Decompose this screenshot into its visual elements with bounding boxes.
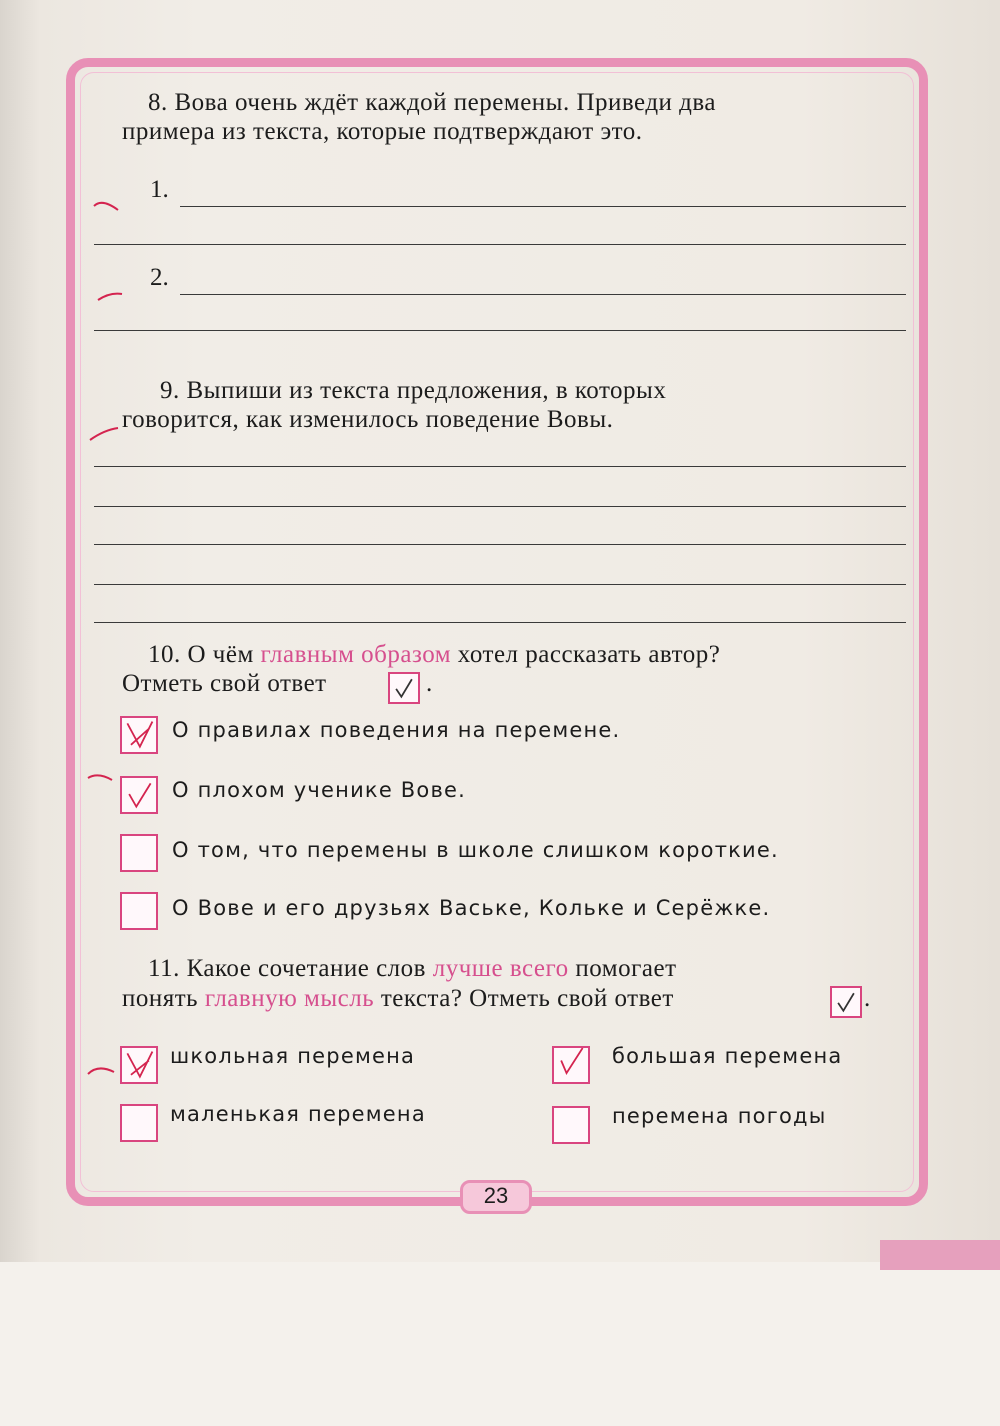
q11-option-1-checkbox[interactable] bbox=[120, 1046, 158, 1084]
q10-legend-checkbox bbox=[388, 672, 420, 704]
page-bottom-edge bbox=[0, 1262, 1000, 1426]
q10-text-rest: хотел рассказать автор? bbox=[457, 641, 721, 668]
q11-text-line2-start: понять bbox=[122, 985, 199, 1012]
q11-option-2-label: большая перемена bbox=[612, 1044, 843, 1068]
q10-text-line2-end: . bbox=[426, 670, 433, 697]
pen-check-icon bbox=[122, 778, 156, 812]
margin-pen-mark bbox=[86, 772, 116, 786]
q10-option-3-checkbox[interactable] bbox=[120, 834, 158, 872]
pen-check-icon bbox=[554, 1048, 588, 1082]
margin-pen-mark bbox=[88, 424, 122, 446]
q10-option-2-checkbox[interactable] bbox=[120, 776, 158, 814]
q8-answer-1-number: 1. bbox=[150, 176, 169, 203]
q11-option-2-checkbox[interactable] bbox=[552, 1046, 590, 1084]
q11-text-rest: помогает bbox=[575, 955, 677, 982]
page-number: 23 bbox=[483, 1183, 509, 1208]
q8-answer-2-line-1[interactable] bbox=[180, 294, 906, 295]
q9-text-line2: говорится, как изменилось поведение Вовы. bbox=[122, 406, 614, 433]
q9-answer-line-5[interactable] bbox=[94, 622, 906, 623]
legend-check-icon bbox=[832, 988, 860, 1016]
q11-text-line2-highlight: главную мысль bbox=[204, 985, 375, 1012]
q8-text-line2: примера из текста, которые подтверждают это. bbox=[122, 118, 643, 145]
q10-text-start: 10. О чём bbox=[148, 641, 254, 668]
q10-option-1-label: О правилах поведения на перемене. bbox=[172, 718, 621, 742]
q10-option-2-label: О плохом ученике Вове. bbox=[172, 778, 467, 802]
margin-pen-mark bbox=[96, 288, 126, 308]
margin-pen-mark bbox=[92, 196, 122, 216]
q10-text-line2: Отметь свой ответ bbox=[122, 670, 327, 697]
q11-option-3-label: маленькая перемена bbox=[170, 1102, 426, 1126]
q9-answer-line-1[interactable] bbox=[94, 466, 906, 467]
q10-option-1-checkbox[interactable] bbox=[120, 716, 158, 754]
q8-answer-1-line-2[interactable] bbox=[94, 244, 906, 245]
q8-answer-1-line-1[interactable] bbox=[180, 206, 906, 207]
q11-text-start: 11. Какое сочетание слов bbox=[148, 955, 426, 982]
q10-option-4-checkbox[interactable] bbox=[120, 892, 158, 930]
q8-answer-2-number: 2. bbox=[150, 264, 169, 291]
q8-answer-2-line-2[interactable] bbox=[94, 330, 906, 331]
q11-legend-checkbox bbox=[830, 986, 862, 1018]
q11-option-1-label: школьная перемена bbox=[170, 1044, 416, 1068]
q10-option-3-label: О том, что перемены в школе слишком короткие. bbox=[172, 838, 779, 862]
q11-text-highlight: лучше всего bbox=[432, 955, 569, 982]
pen-check-icon bbox=[122, 1048, 156, 1082]
margin-pen-mark bbox=[86, 1064, 116, 1078]
q9-answer-line-2[interactable] bbox=[94, 506, 906, 507]
q9-text-line1: 9. Выпиши из текста предложения, в которых bbox=[160, 377, 667, 404]
q11-option-4-checkbox[interactable] bbox=[552, 1106, 590, 1144]
q11-text-line2-rest: текста? Отметь свой ответ bbox=[380, 985, 674, 1012]
q11-text-line1 bbox=[148, 954, 677, 983]
q10-text-line1 bbox=[148, 640, 720, 669]
q11-text-line2 bbox=[122, 984, 674, 1013]
pen-check-icon bbox=[122, 718, 156, 752]
legend-check-icon bbox=[390, 674, 418, 702]
q10-text-highlight: главным образом bbox=[260, 641, 452, 668]
worksheet-frame-inner bbox=[80, 72, 914, 1192]
q9-answer-line-4[interactable] bbox=[94, 584, 906, 585]
q11-option-3-checkbox[interactable] bbox=[120, 1104, 158, 1142]
q11-option-4-label: перемена погоды bbox=[612, 1104, 827, 1128]
cover-corner bbox=[880, 1240, 1000, 1270]
q8-text-line1: 8. Вова очень ждёт каждой перемены. Приведи два bbox=[148, 89, 716, 116]
q11-text-line2-end: . bbox=[864, 985, 871, 1012]
q9-answer-line-3[interactable] bbox=[94, 544, 906, 545]
q10-option-4-label: О Вове и его друзьях Ваське, Кольке и Серёжке. bbox=[172, 896, 771, 920]
